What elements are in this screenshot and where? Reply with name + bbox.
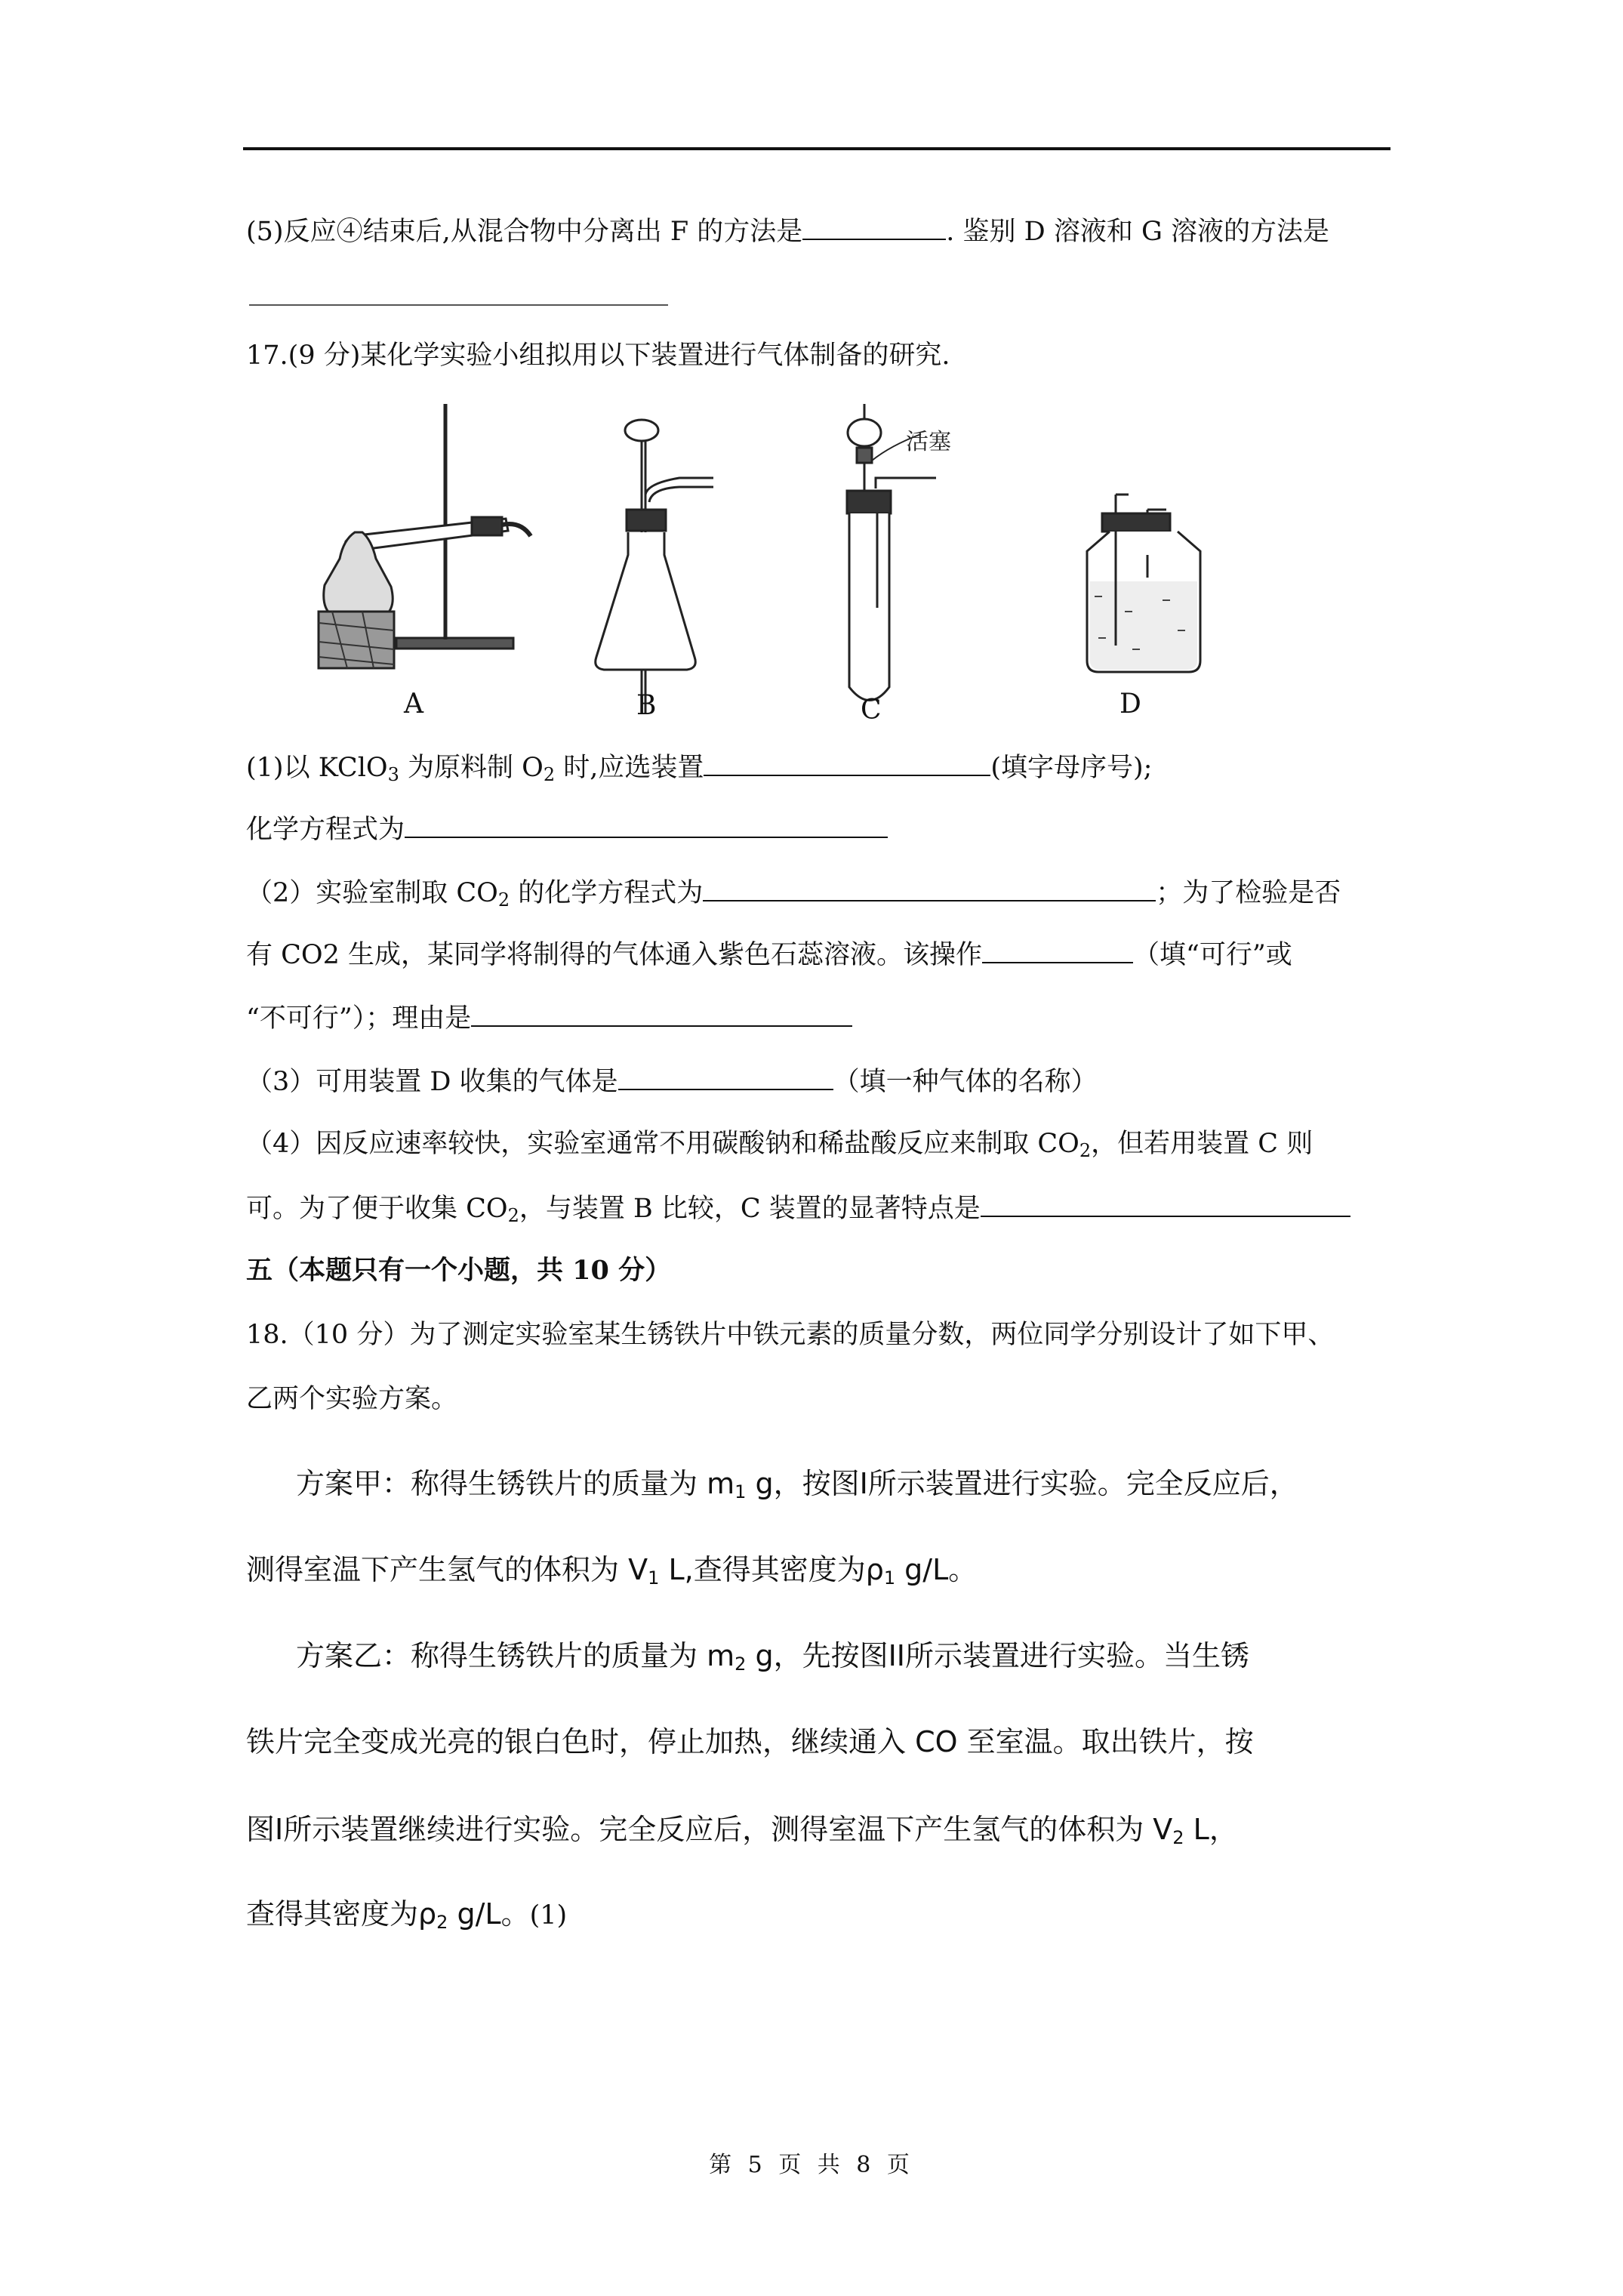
answer-blank[interactable] — [471, 998, 852, 1027]
q17-part1-text: 化学方程式为 — [246, 815, 405, 845]
q17-part2-text: “不可行”）；理由是 — [246, 1003, 472, 1034]
answer-blank[interactable] — [618, 1062, 833, 1090]
plan-a-text: g/L。 — [895, 1553, 978, 1586]
apparatus-d — [1087, 495, 1200, 672]
header-rule — [243, 147, 1390, 150]
answer-blank[interactable] — [802, 211, 946, 240]
plan-b-line3 — [246, 1811, 1238, 1848]
subscript: 2 — [436, 1912, 448, 1933]
q18-intro-line1: 18.（10 分）为了测定实验室某生锈铁片中铁元素的质量分数，两位同学分别设计了如下甲、 — [246, 1320, 1335, 1350]
q16-part5-text-a: (5)反应④结束后,从混合物中分离出 F 的方法是 — [246, 217, 803, 247]
plan-b-line1 — [296, 1637, 1249, 1675]
plan-a-line2 — [246, 1551, 977, 1589]
q17-part1-text: (填字母序号); — [990, 753, 1153, 783]
q17-part2-text: （2）实验室制取 CO — [246, 878, 498, 908]
answer-blank[interactable] — [981, 1188, 1350, 1217]
plan-a-text: g，按图I所示装置进行实验。完全反应后， — [746, 1467, 1298, 1500]
q17-part2-text: （填“可行”或 — [1133, 940, 1292, 970]
subscript: 1 — [648, 1567, 660, 1589]
subscript: 2 — [1172, 1827, 1184, 1848]
answer-blank[interactable] — [703, 873, 1156, 901]
q17-part2-line2 — [246, 935, 1292, 974]
subscript: 1 — [883, 1567, 896, 1589]
plan-b-text: (1) — [529, 1900, 568, 1931]
q17-part4-line1 — [246, 1125, 1313, 1163]
q16-part5-line — [246, 211, 1329, 251]
q17-part2-line3 — [246, 998, 852, 1037]
plan-b-text: L， — [1184, 1813, 1238, 1846]
subscript: 2 — [1079, 1140, 1092, 1161]
q17-part1-text: 为原料制 O — [399, 753, 544, 783]
q17-part2-text: ；为了检验是否 — [1156, 878, 1341, 908]
q17-part1-line1 — [246, 747, 1152, 787]
answer-line[interactable] — [249, 304, 668, 306]
plan-b-text: 方案乙：称得生锈铁片的质量为 m — [296, 1639, 735, 1672]
answer-blank[interactable] — [704, 747, 990, 776]
label-c: C — [861, 695, 882, 726]
plan-b-line4 — [246, 1895, 567, 1934]
subscript: 2 — [507, 1205, 519, 1226]
q17-part3-line — [246, 1062, 1098, 1101]
answer-blank[interactable] — [405, 809, 888, 838]
q16-part5-text-b: . 鉴别 D 溶液和 G 溶液的方法是 — [946, 217, 1330, 247]
page-number: 第 5 页 共 8 页 — [709, 2152, 914, 2178]
label-a: A — [404, 689, 423, 720]
stopcock-label: 活塞 — [906, 429, 951, 455]
q17-part4-text: （4）因反应速率较快，实验室通常不用碳酸钠和稀盐酸反应来制取 CO — [246, 1129, 1079, 1159]
plan-b-text: 查得其密度为ρ — [246, 1897, 437, 1931]
q17-intro: 17.(9 分)某化学实验小组拟用以下装置进行气体制备的研究. — [246, 341, 950, 371]
q17-part1-text: 时,应选装置 — [555, 753, 704, 783]
q18-intro-line2: 乙两个实验方案。 — [246, 1384, 458, 1414]
plan-a-text: 测得室温下产生氢气的体积为 V — [246, 1553, 648, 1586]
section-heading: 五（本题只有一个小题，共 10 分） — [246, 1255, 672, 1286]
q17-part4-text: 可。为了便于收集 CO — [246, 1194, 508, 1224]
plan-a-text: L,查得其密度为ρ — [659, 1553, 884, 1586]
label-d: D — [1119, 689, 1141, 720]
plan-a-line1 — [296, 1465, 1298, 1502]
q17-part4-line2 — [246, 1188, 1350, 1228]
apparatus-a — [319, 404, 531, 668]
q17-part1-text: (1)以 KClO — [246, 753, 388, 783]
subscript: 1 — [735, 1481, 747, 1502]
subscript: 3 — [387, 764, 399, 785]
q17-part2-line1 — [246, 873, 1341, 912]
plan-b-text: g/L。 — [448, 1897, 530, 1931]
q17-part1-line2 — [246, 809, 888, 849]
q17-part4-text: ，但若用装置 C 则 — [1091, 1129, 1313, 1159]
q17-part2-text: 的化学方程式为 — [510, 878, 704, 908]
subscript: 2 — [497, 889, 510, 911]
apparatus-figure — [302, 389, 1230, 736]
apparatus-b — [596, 420, 713, 713]
answer-blank[interactable] — [982, 935, 1133, 963]
q17-part2-text: 有 CO2 生成，某同学将制得的气体通入紫色石蕊溶液。该操作 — [246, 940, 982, 970]
q17-part3-text: （3）可用装置 D 收集的气体是 — [246, 1067, 618, 1097]
subscript: 2 — [735, 1653, 747, 1675]
plan-b-text: g，先按图II所示装置进行实验。当生锈 — [746, 1639, 1250, 1672]
plan-a-text: 方案甲：称得生锈铁片的质量为 m — [296, 1467, 735, 1500]
plan-b-line2: 铁片完全变成光亮的银白色时，停止加热，继续通入 CO 至室温。取出铁片，按 — [246, 1725, 1254, 1758]
plan-b-text: 图I所示装置继续进行实验。完全反应后，测得室温下产生氢气的体积为 V — [246, 1813, 1173, 1846]
subscript: 2 — [543, 764, 556, 785]
q17-part3-text: （填一种气体的名称） — [833, 1067, 1098, 1097]
q17-part4-text: ，与装置 B 比较，C 装置的显著特点是 — [519, 1194, 981, 1224]
label-b: B — [636, 690, 657, 721]
